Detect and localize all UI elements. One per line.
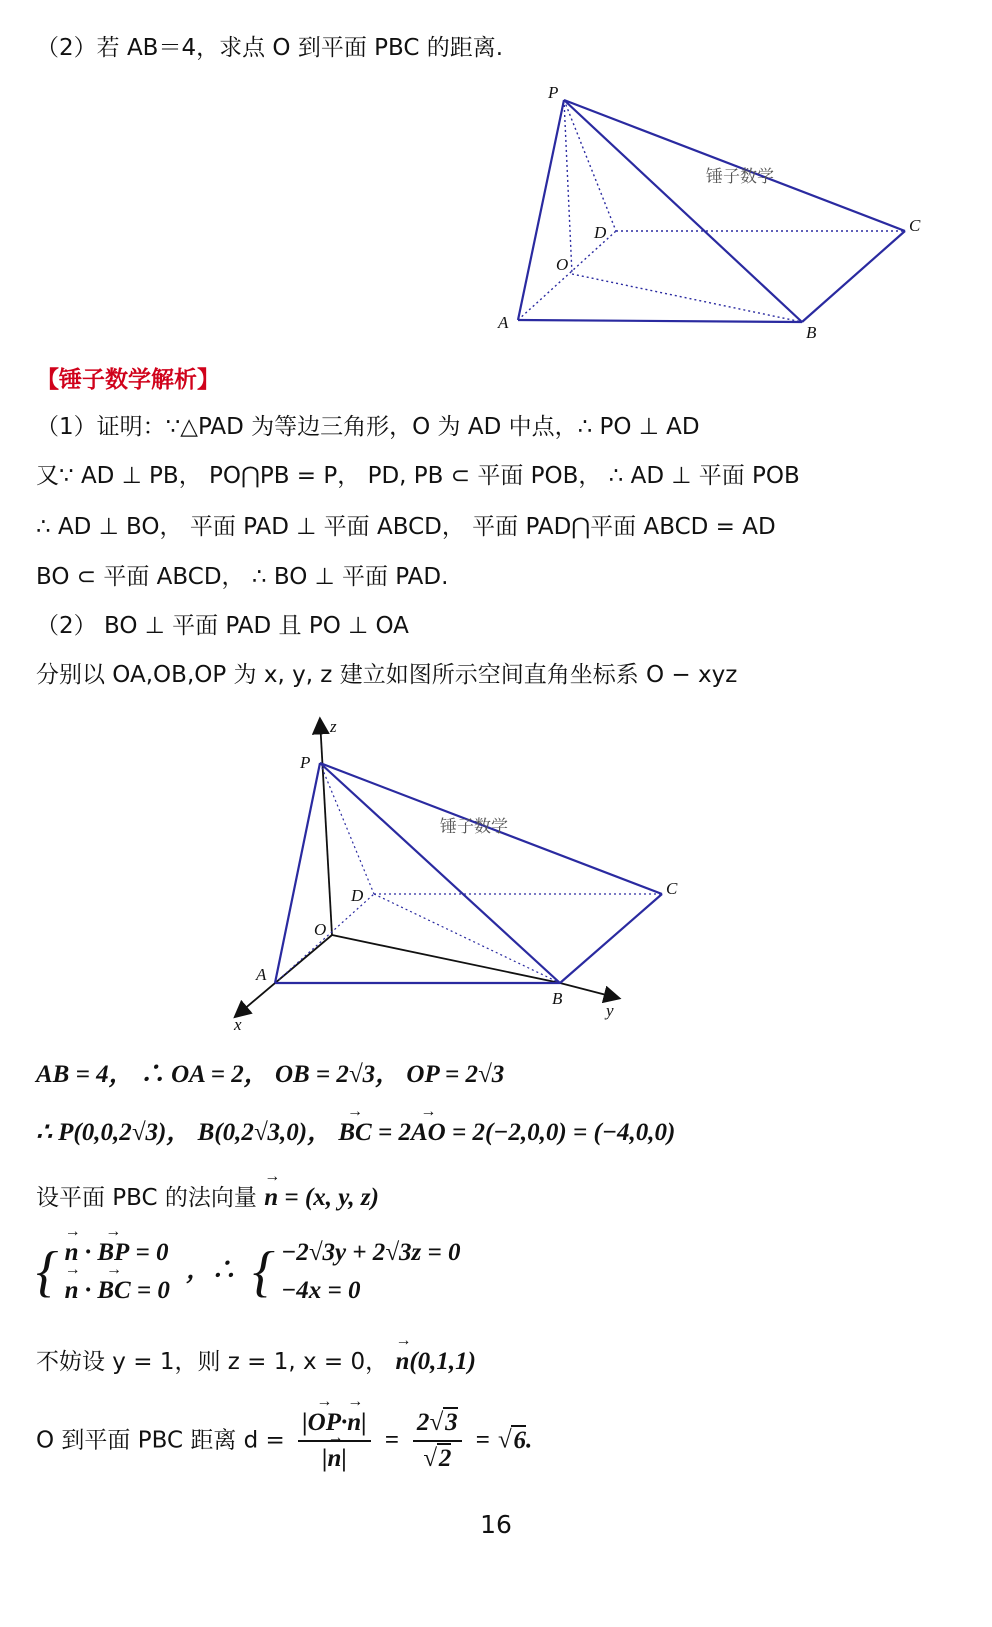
label2-B: B: [552, 989, 563, 1008]
edge2-DB: [374, 894, 560, 983]
vector-n: → n: [264, 1183, 278, 1213]
brace-left-2: {: [252, 1241, 275, 1303]
axis-y: [560, 983, 618, 998]
point-B-coords: B(0,2√3,0)，: [197, 1119, 333, 1146]
system-left: [65, 1238, 170, 1306]
solution-line-4: BO ⊂ 平面 ABCD， ∴ BO ⊥ 平面 PAD.: [36, 564, 449, 590]
frac-vector-OP: → OP: [308, 1408, 341, 1438]
calc2-eq2: = 2(−2,0,0) = (−4,0,0): [445, 1119, 676, 1146]
vector-n-result: → n: [395, 1347, 409, 1377]
solution-line-3: ∴ AD ⊥ BO， 平面 PAD ⊥ 平面 ABCD， 平面 PAD⋂平面 ABCD = AD: [36, 514, 776, 540]
calc-line-4: [36, 1346, 476, 1377]
eq-sign-2: =: [475, 1426, 490, 1454]
system-right: [281, 1238, 460, 1306]
solution-line-2: 又∵ AD ⊥ PB， PO⋂PB = P， PD, PB ⊂ 平面 POB， ∴ AD ⊥ 平面 POB: [36, 463, 800, 489]
calc-line-5: [36, 1408, 532, 1474]
sys-n-2: → n: [65, 1276, 79, 1306]
solution-line-5: （2） BO ⊥ 平面 PAD 且 PO ⊥ OA: [36, 613, 409, 639]
value-den-radicand: 2: [438, 1445, 452, 1472]
system-left-row-2: → n · → BC = 0: [65, 1276, 170, 1306]
edge-BC: [802, 231, 905, 322]
solution-line-1: （1）证明：∵△PAD 为等边三角形，O 为 AD 中点，∴ PO ⊥ AD: [36, 414, 700, 440]
result-period: .: [525, 1426, 533, 1454]
edge-AB: [518, 320, 802, 322]
solution-line-6: 分别以 OA,OB,OP 为 x, y, z 建立如图所示空间直角坐标系 O − xyz: [36, 662, 738, 688]
frac-vector-n: → n: [347, 1408, 361, 1438]
label-D: D: [594, 223, 607, 242]
edge2-PB: [320, 763, 560, 983]
solution-heading: [36, 364, 220, 395]
label-B: B: [806, 323, 817, 342]
vector-AO: → AO: [411, 1118, 446, 1148]
sys-vec-BP: → BP: [97, 1238, 129, 1268]
question-2-text: （2）若 AB＝4，求点 O 到平面 PBC 的距离.: [36, 35, 504, 61]
watermark-1: 锤子数学: [706, 167, 774, 187]
label2-A: A: [256, 965, 267, 984]
edge-PA: [518, 100, 564, 320]
calc2-eq1: = 2: [371, 1119, 411, 1146]
vector-BC: → BC: [338, 1118, 371, 1148]
system-right-row-2: −4x = 0: [281, 1277, 361, 1304]
calc-line-3: [36, 1182, 379, 1213]
normal-vector-value: (0,1,1): [409, 1348, 476, 1375]
distance-numerator: |→ OP·→ n|: [298, 1408, 371, 1442]
value-fraction: [413, 1408, 462, 1474]
edge-PB: [564, 100, 802, 322]
value-numerator: 2√3: [413, 1408, 462, 1442]
value-num-coef: 2: [416, 1409, 430, 1436]
distance-intro: O 到平面 PBC 距离 d =: [36, 1427, 293, 1454]
edge-PC: [564, 100, 905, 231]
result-value: √6.: [497, 1426, 533, 1454]
edge-PO: [564, 100, 572, 274]
edge2-BC: [560, 894, 662, 983]
page-number: 16: [480, 1510, 512, 1539]
label-C: C: [909, 216, 921, 235]
point-P-coords: ∴ P(0,0,2√3)，: [36, 1119, 192, 1146]
label2-D: D: [351, 886, 364, 905]
sys-eq-1: = 0: [129, 1239, 169, 1266]
calc-line-1: AB = 4， ∴ OA = 2， OB = 2√3， OP = 2√3: [36, 1061, 505, 1088]
normal-vector-intro: 设平面 PBC 的法向量: [36, 1185, 265, 1211]
axis-z: [320, 720, 332, 935]
question-2: [36, 32, 503, 63]
label2-O: O: [314, 920, 327, 939]
system-left-row-1: → n · → BP = 0: [65, 1238, 170, 1268]
system-right-row-1: −2√3y + 2√3z = 0: [281, 1239, 461, 1266]
normal-vector-def: = (x, y, z): [278, 1184, 379, 1211]
label-axis-y: y: [606, 1001, 614, 1020]
equation-system: [36, 1238, 461, 1306]
label2-C: C: [666, 879, 678, 898]
value-denominator: √2: [423, 1445, 452, 1472]
brace-left-1: {: [36, 1241, 59, 1303]
segment-OB: [332, 935, 560, 983]
system-therefore: ，∴: [186, 1256, 237, 1284]
edge-OB: [572, 274, 802, 322]
frac-dot: ·: [341, 1409, 348, 1436]
distance-fraction: [298, 1408, 371, 1474]
result-radicand: 6: [513, 1426, 526, 1454]
distance-denominator: |→ n|: [322, 1442, 347, 1474]
label-axis-z: z: [330, 717, 337, 736]
assume-text: 不妨设 y = 1，则 z = 1, x = 0，: [36, 1349, 396, 1375]
watermark-2: 锤子数学: [440, 817, 508, 837]
edge-PD: [564, 100, 616, 231]
figure-pyramid-2: [225, 712, 685, 1042]
sys-eq-2: = 0: [130, 1277, 170, 1304]
frac-vector-n-den: → n: [327, 1444, 341, 1474]
label-A: A: [498, 313, 509, 332]
sys-vec-BC: → BC: [97, 1276, 130, 1306]
calc-line-2: [36, 1118, 675, 1148]
figure-pyramid-1: [480, 80, 940, 350]
solution-heading-text: 【锤子数学解析】: [36, 367, 220, 393]
label2-P: P: [300, 753, 311, 772]
value-num-radicand: 3: [445, 1409, 458, 1436]
sys-n-1: → n: [65, 1238, 79, 1268]
label-P: P: [548, 83, 559, 102]
label-axis-x: x: [234, 1015, 242, 1034]
eq-sign-1: =: [384, 1426, 399, 1454]
label-O: O: [556, 255, 569, 274]
